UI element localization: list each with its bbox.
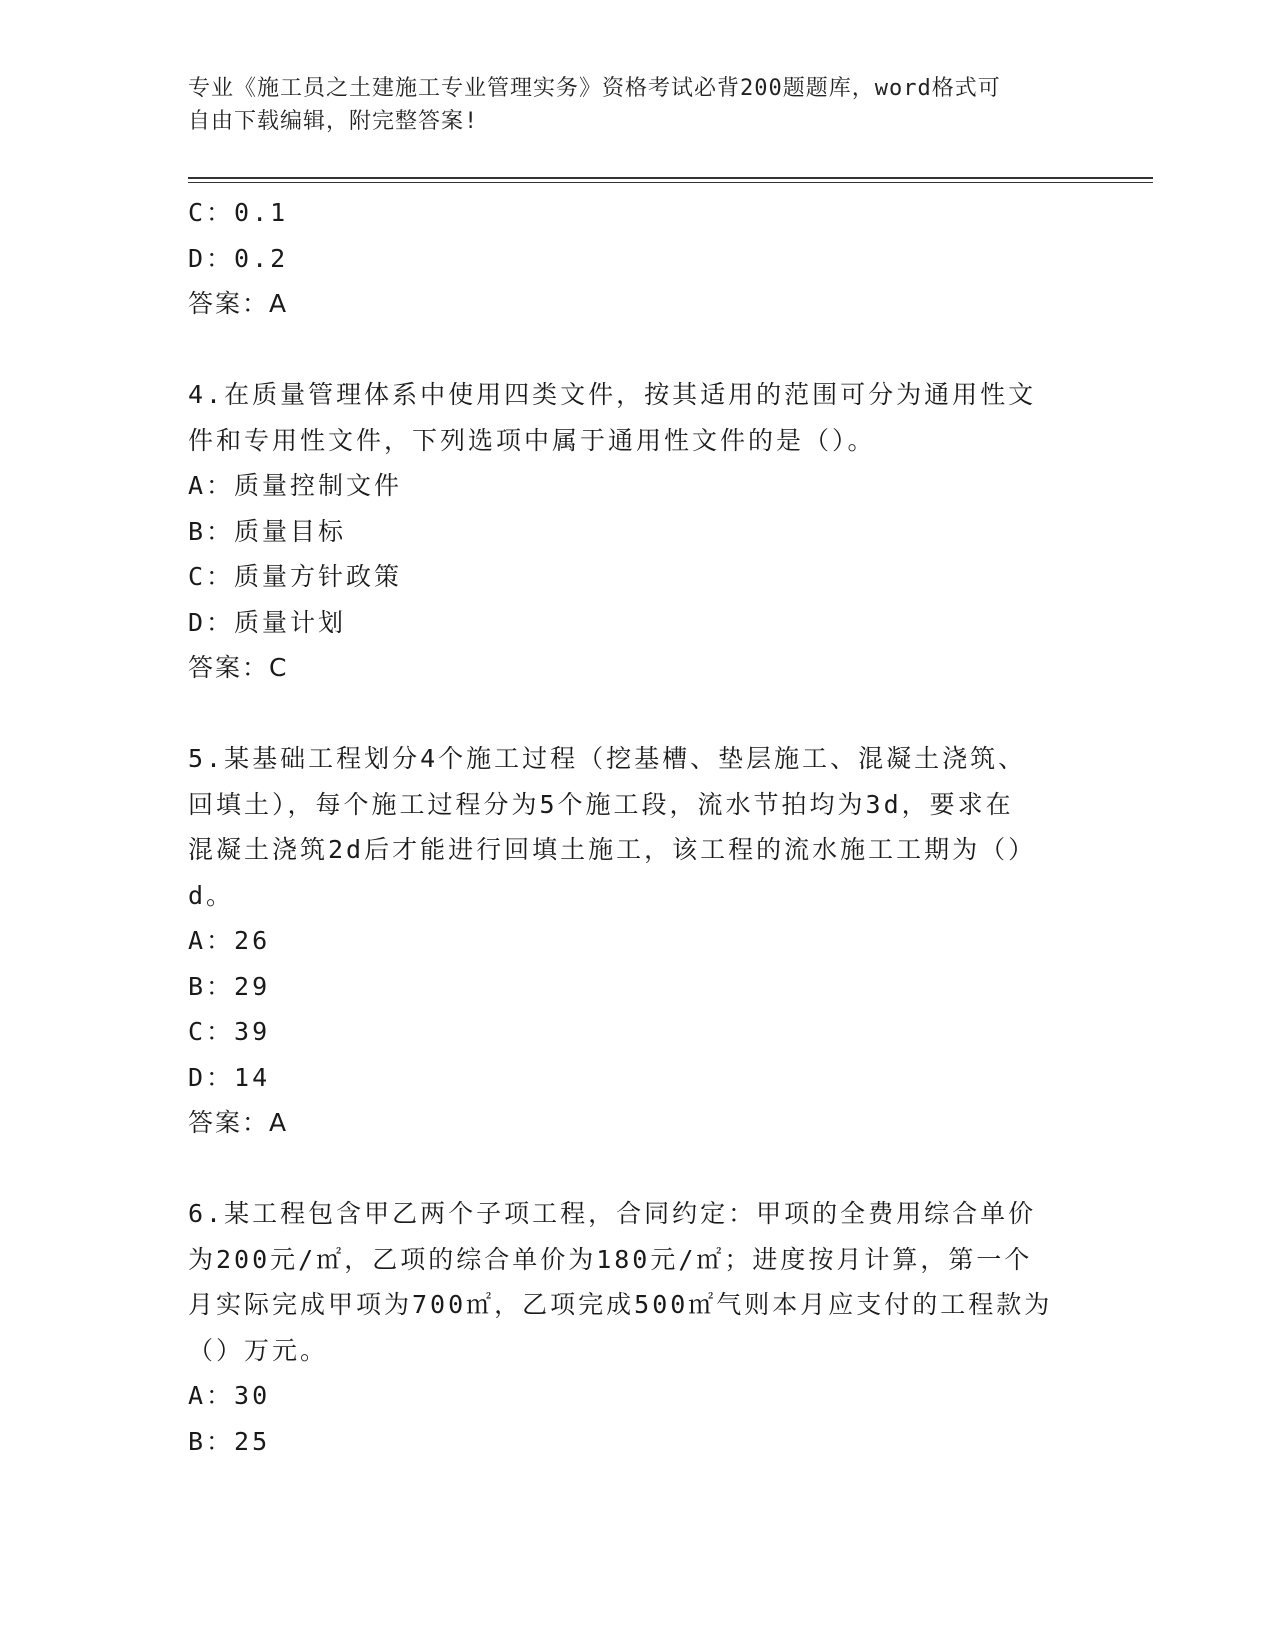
option-a: A：30	[188, 1381, 271, 1410]
question-5	[188, 736, 1078, 1146]
question-stem-line: 件和专用性文件，下列选项中属于通用性文件的是（）。	[188, 425, 876, 455]
question-stem-line: 混凝土浇筑2d后才能进行回填土施工，该工程的流水施工工期为（）	[188, 835, 1037, 864]
spacer	[188, 327, 1078, 373]
option-a: A：质量控制文件	[188, 471, 403, 500]
question-4	[188, 372, 1078, 691]
option-d: D：14	[188, 1062, 271, 1092]
question-6	[188, 1191, 1078, 1464]
answer: 答案：C	[188, 653, 289, 682]
option-b: B：25	[188, 1426, 271, 1456]
header-line-2: 自由下载编辑，附完整答案!	[188, 109, 479, 134]
document-header	[188, 72, 1068, 138]
question-stem-line: （）万元。	[188, 1335, 329, 1365]
question-stem-line: d。	[188, 880, 235, 910]
header-divider	[188, 177, 1153, 183]
option-b: B：29	[188, 971, 271, 1001]
header-line-1: 专业《施工员之土建施工专业管理实务》资格考试必背200题题库，word格式可	[188, 76, 1001, 101]
option-b: B：质量目标	[188, 516, 347, 546]
question-3-tail	[188, 190, 1078, 327]
option-d: D：质量计划	[188, 607, 347, 637]
question-stem-line: 4.在质量管理体系中使用四类文件，按其适用的范围可分为通用性文	[188, 380, 1037, 409]
spacer	[188, 691, 1078, 737]
answer: 答案：A	[188, 289, 289, 318]
answer: 答案：A	[188, 1108, 289, 1137]
question-stem-line: 5.某基础工程划分4个施工过程（挖基槽、垫层施工、混凝土浇筑、	[188, 744, 1027, 773]
question-stem-line: 月实际完成甲项为700㎡，乙项完成500㎡气则本月应支付的工程款为	[188, 1290, 1053, 1319]
option-c: C：39	[188, 1017, 271, 1046]
question-list	[188, 190, 1078, 1464]
question-stem-line: 为200元/㎡，乙项的综合单价为180元/㎡；进度按月计算，第一个	[188, 1244, 1033, 1274]
spacer	[188, 1146, 1078, 1192]
question-stem-line: 6.某工程包含甲乙两个子项工程，合同约定：甲项的全费用综合单价	[188, 1199, 1037, 1228]
option-c: C：质量方针政策	[188, 562, 403, 591]
option-c: C：0.1	[188, 198, 289, 227]
option-d: D：0.2	[188, 243, 289, 273]
option-a: A：26	[188, 926, 271, 955]
question-stem-line: 回填土），每个施工过程分为5个施工段，流水节拍均为3d，要求在	[188, 789, 1014, 819]
